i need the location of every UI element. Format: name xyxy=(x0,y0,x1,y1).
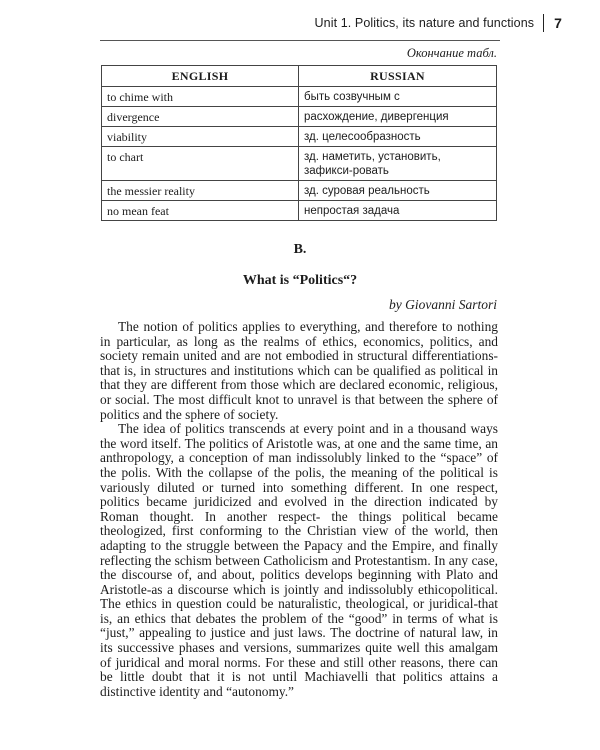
table-caption: Окончание табл. xyxy=(406,46,497,60)
glossary-table xyxy=(101,65,497,221)
table-row xyxy=(102,147,497,181)
table-row xyxy=(102,107,497,127)
article-body xyxy=(100,320,498,699)
paragraph: The idea of politics transcends at every point and in a thousand ways the word itself. The politics of Aristotle was, at one and the same time, an anthropology, a conception of man indissolubly linked to the “space” of the polis. With the collapse of the polis, the meaning of the political is variously diluted or turned into something different. In one respect, politics became juridicized and evolved in the direction indicated by Roman thought. In another respect- the things political became theologized, first conforming to the Christian view of the world, then adapting to the struggle between the Papacy and the Empire, and finally reflecting the schism between Catholicism and Protestantism. In any case, the discourse of, and about, politics develops beginning with Plato and Aristotle-as a discourse which is jointly and indissolubly ethicopolitical. The ethics in question could be naturalistic, theological, or juridical-that is, an ethics that debates the problem of the “good” in terms of what is “just,” appealing to justice and just laws. The doctrine of natural law, in its successive phases and versions, summarizes quite well this amalgam of juridical and moral norms. For these and still other reasons, there can be little doubt that it is not until Machiavelli that politics attains a distinctive identity and “autonomy.” xyxy=(100,421,498,699)
russian-term: быть созвучным с xyxy=(299,87,497,107)
author-byline: by Giovanni Sartori xyxy=(389,297,497,312)
russian-term: расхождение, дивергенция xyxy=(299,107,497,127)
header-separator xyxy=(543,14,544,32)
english-term: the messier reality xyxy=(102,181,299,201)
table-row xyxy=(102,201,497,221)
russian-term: непростая задача xyxy=(299,201,497,221)
russian-term: зд. целесообразность xyxy=(299,127,497,147)
running-title: Unit 1. Politics, its nature and functions xyxy=(314,16,535,30)
english-term: no mean feat xyxy=(102,201,299,221)
page-number: 7 xyxy=(554,15,562,31)
column-header-russian: RUSSIAN xyxy=(299,66,497,87)
table-row xyxy=(102,87,497,107)
english-term: viability xyxy=(102,127,299,147)
running-head xyxy=(315,14,562,32)
russian-term: зд. суровая реальность xyxy=(299,181,497,201)
english-term: to chart xyxy=(102,147,299,181)
table-row xyxy=(102,181,497,201)
header-rule xyxy=(100,40,500,41)
column-header-english: ENGLISH xyxy=(102,66,299,87)
article-title: What is “Politics“? xyxy=(242,273,358,288)
russian-term: зд. наметить, установить, зафикси-ровать xyxy=(299,147,497,181)
english-term: divergence xyxy=(102,107,299,127)
paragraph: The notion of politics applies to everything, and therefore to nothing in particular, as long as the realms of ethics, economics, politics, and society remain united and are not embodied in structural differentiations-that is, in structures and institutions which can be qualified as political in that they are different from those which are declared economic, religious, or social. The most difficult knot to unravel is that between the sphere of politics and the sphere of society. xyxy=(100,319,498,422)
table-row xyxy=(102,127,497,147)
table-header-row xyxy=(102,66,497,87)
section-letter: B. xyxy=(293,242,307,257)
english-term: to chime with xyxy=(102,87,299,107)
